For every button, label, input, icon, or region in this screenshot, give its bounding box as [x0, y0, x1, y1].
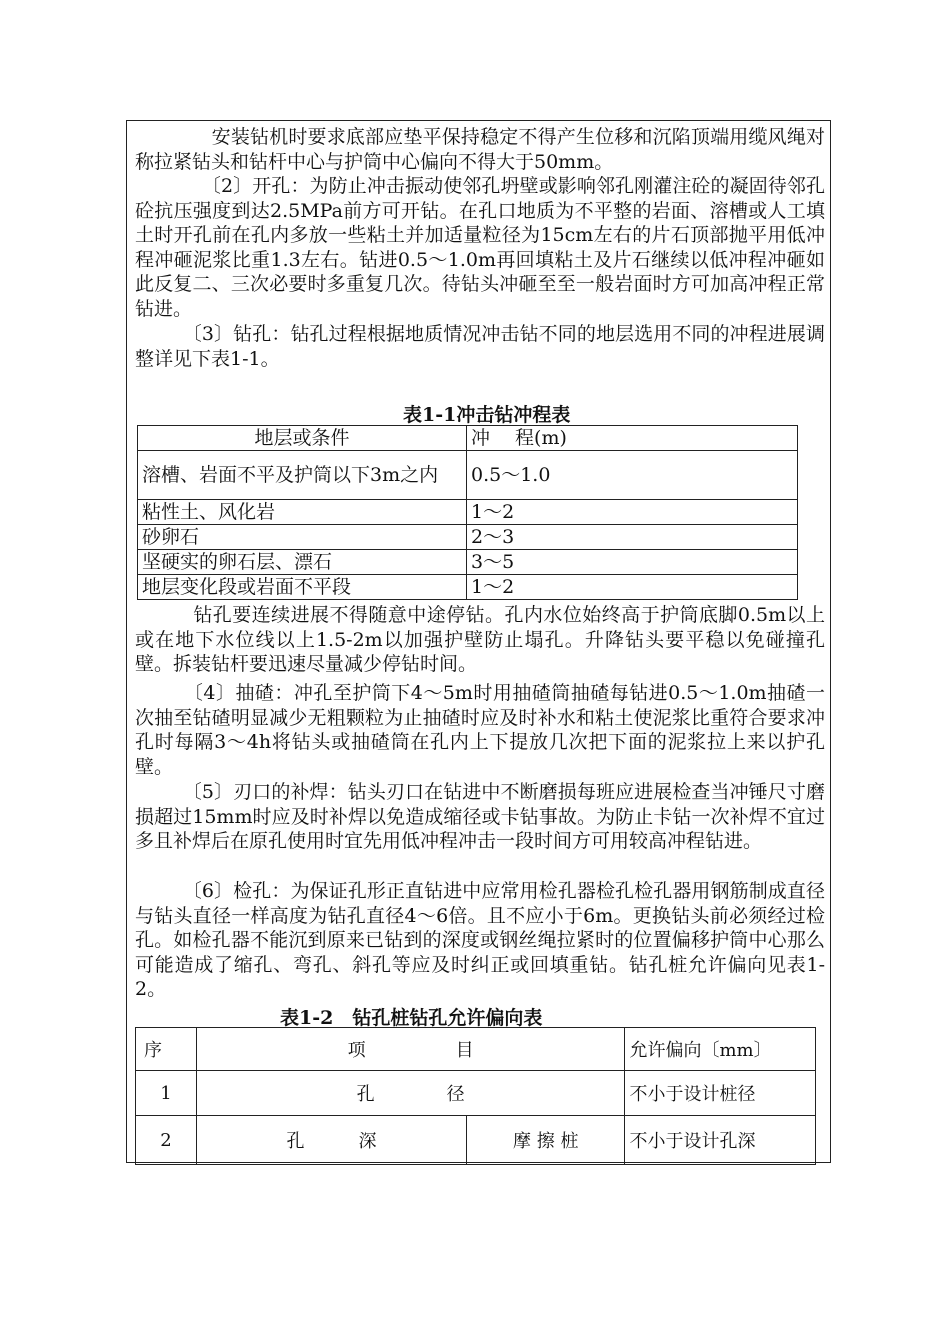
table-row — [138, 550, 798, 575]
paragraph-install: 安装钻机时要求底部应垫平保持稳定不得产生位移和沉陷顶端用缆风绳对称拉紧钻头和钻杆中心与护筒中心偏向不得大于50mm。 — [135, 126, 825, 173]
cell-subitem: 摩 擦 桩 — [467, 1116, 625, 1165]
cell-no: 1 — [136, 1071, 197, 1116]
cell-stroke: 2～3 — [467, 525, 798, 550]
cell-stratum: 坚硬实的卵石层、漂石 — [138, 550, 467, 575]
cell-item: 孔 径 — [196, 1071, 625, 1116]
table-row — [138, 575, 798, 600]
stroke-table — [137, 425, 798, 600]
cell-stroke: 1～2 — [467, 575, 798, 600]
cell-stroke: 0.5～1.0 — [467, 451, 798, 500]
header-deviation: 允许偏向〔mm〕 — [625, 1028, 816, 1071]
paragraph-open-hole: 〔2〕开孔：为防止冲击振动使邻孔坍壁或影响邻孔刚灌注砼的凝固待邻孔砼抗压强度到达2.5MPa前方可开钻。在孔口地质为不平整的岩面、溶槽或人工填土时开孔前在孔内多放一些粘土并加适量粒径为15cm左右的片石顶部抛平用低冲程冲砸泥浆比重1.3左右。钻进0.5～1.0m再回填粘土及片石继续以低冲程冲砸如此反复二、三次必要时多重复几次。待钻头冲砸至至一般岩面时方可加高冲程正常钻进。 — [135, 175, 825, 320]
cell-stratum: 溶槽、岩面不平及护筒以下3m之内 — [138, 451, 467, 500]
table1-title: 表1-1冲击钻冲程表 — [403, 404, 571, 426]
table-header-row — [138, 426, 798, 451]
cell-stratum: 粘性土、风化岩 — [138, 500, 467, 525]
paragraph-continuous: 钻孔要连续进展不得随意中途停钻。孔内水位始终高于护筒底脚0.5m以上或在地下水位线以上1.5-2m以加强护壁防止塌孔。升降钻头要平稳以免碰撞孔壁。拆装钻杆要迅速尽量减少停钻时间。 — [135, 604, 825, 675]
paragraph-welding: 〔5〕刃口的补焊：钻头刃口在钻进中不断磨损每班应进展检查当冲锤尺寸磨损超过15mm时应及时补焊以免造成缩径或卡钻事故。为防止卡钻一次补焊不宜过多且补焊后在原孔使用时宜先用低冲程冲击一段时间方可用较高冲程钻进。 — [135, 781, 825, 852]
table-row — [136, 1116, 816, 1165]
paragraph-mud-removal: 〔4〕抽碴：冲孔至护筒下4～5m时用抽碴筒抽碴每钻进0.5～1.0m抽碴一次抽至钻碴明显减少无粗颗粒为止抽碴时应及时补水和粘土使泥浆比重符合要求冲孔时每隔3～4h将钻头或抽碴筒在孔内上下提放几次把下面的泥浆拉上来以护孔壁。 — [135, 682, 825, 778]
header-no: 序 — [136, 1028, 197, 1071]
header-item: 项 目 — [196, 1028, 625, 1071]
deviation-table — [135, 1027, 816, 1165]
cell-stratum: 地层变化段或岩面不平段 — [138, 575, 467, 600]
cell-deviation: 不小于设计桩径 — [625, 1071, 816, 1116]
table-header-row — [136, 1028, 816, 1071]
cell-deviation: 不小于设计孔深 — [625, 1116, 816, 1165]
cell-stroke: 1～2 — [467, 500, 798, 525]
paragraph-drilling: 〔3〕钻孔：钻孔过程根据地质情况冲击钻不同的地层选用不同的冲程进展调整详见下表1-1。 — [135, 323, 825, 370]
cell-item: 孔 深 — [196, 1116, 466, 1165]
table-row — [138, 451, 798, 500]
header-stroke: 冲 程(m) — [467, 426, 798, 451]
table-row — [138, 525, 798, 550]
table-row — [136, 1071, 816, 1116]
cell-stroke: 3～5 — [467, 550, 798, 575]
table-row — [138, 500, 798, 525]
cell-stratum: 砂卵石 — [138, 525, 467, 550]
header-stratum: 地层或条件 — [138, 426, 467, 451]
table2-title: 表1-2 钻孔桩钻孔允许偏向表 — [280, 1007, 543, 1029]
paragraph-inspection: 〔6〕检孔：为保证孔形正直钻进中应常用检孔器检孔检孔器用钢筋制成直径与钻头直径一样高度为钻孔直径4～6倍。且不应小于6m。更换钻头前必须经过检孔。如检孔器不能沉到原来已钻到的深度或钢丝绳拉紧时的位置偏移护筒中心那么可能造成了缩孔、弯孔、斜孔等应及时纠正或回填重钻。钻孔桩允许偏向见表1-2。 — [135, 880, 825, 1000]
cell-no: 2 — [136, 1116, 197, 1165]
